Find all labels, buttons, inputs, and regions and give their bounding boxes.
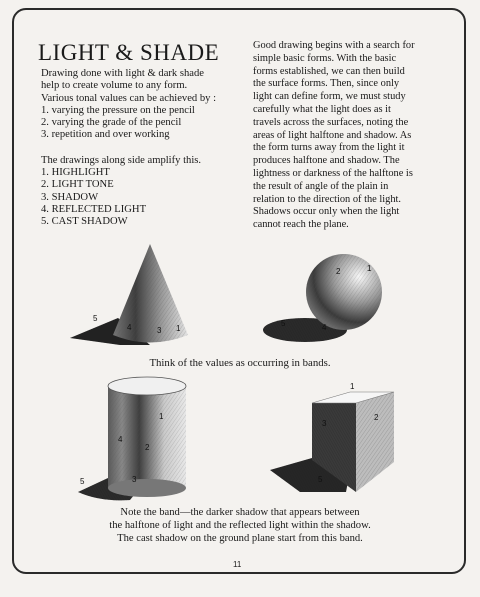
cone-label: 4	[127, 323, 132, 332]
body-line: Good drawing begins with a search for	[253, 40, 415, 51]
sphere-drawing	[263, 254, 382, 342]
list-item: 1. HIGHLIGHT	[41, 167, 110, 179]
cylinder-label: 1	[159, 412, 164, 421]
body-line: Shadows occur only when the light	[253, 206, 400, 218]
body-line: areas of light halftone and shadow. As	[253, 129, 412, 141]
body-line: cannot reach the plane.	[253, 219, 349, 231]
page-number: 11	[230, 560, 244, 569]
intro-line: Drawing done with light & dark shade	[41, 68, 204, 79]
bottom-caption	[0, 506, 480, 545]
cube-drawing	[270, 382, 394, 492]
body-line: forms established, we can then build	[253, 65, 405, 77]
cylinder-label: 2	[145, 443, 150, 452]
cube-label: 1	[350, 382, 355, 391]
intro-line: 3. repetition and over working	[41, 129, 170, 141]
list-item: 4. REFLECTED LIGHT	[41, 203, 147, 215]
body-line: produces halftone and shadow. The	[253, 155, 400, 167]
cone-label: 1	[176, 324, 181, 333]
body-line: travels across the surfaces, noting the	[253, 116, 409, 128]
sphere-label: 1	[367, 264, 372, 273]
cube-label: 5	[318, 475, 323, 484]
bottom-caption-line: the halftone of light and the reflected light within the shadow.	[109, 520, 371, 531]
body-line: the form turns away from the light it	[253, 142, 405, 154]
cube-label: 3	[322, 419, 327, 428]
body-line: lightness or darkness of the halftone is	[253, 167, 413, 179]
sphere-label: 4	[322, 323, 327, 332]
body-line: carefully what the light does as it	[253, 103, 391, 115]
bottom-caption-line: Note the band—the darker shadow that appears between	[120, 507, 360, 518]
list-item: 3. SHADOW	[41, 191, 99, 203]
intro-line: 1. varying the pressure on the pencil	[41, 104, 195, 116]
cylinder-drawing	[78, 377, 186, 500]
sphere-label: 2	[336, 267, 341, 276]
cube-label: 2	[374, 413, 379, 422]
cone-drawing	[70, 244, 188, 345]
bottom-caption-line: The cast shadow on the ground plane start from this band.	[117, 533, 363, 544]
body-line: the result of angle of the plain in	[253, 180, 389, 192]
cylinder-label: 5	[80, 477, 85, 486]
body-line: the surface forms. Then, since only	[253, 78, 400, 90]
list-item: 5. CAST SHADOW	[41, 216, 128, 228]
cylinder-top	[108, 377, 186, 395]
page-title: LIGHT & SHADE	[38, 40, 220, 65]
cone-label: 5	[93, 314, 98, 323]
intro-line: help to create volume to any form.	[41, 80, 188, 92]
sphere-label: 5	[281, 319, 286, 328]
cylinder-label: 3	[132, 475, 137, 484]
list-intro: The drawings along side amplify this.	[41, 154, 202, 166]
cone-label: 3	[157, 326, 162, 335]
cylinder-label: 4	[118, 435, 123, 444]
middle-caption: Think of the values as occurring in bands.	[149, 357, 331, 369]
intro-line: 2. varying the grade of the pencil	[41, 117, 182, 129]
body-line: simple basic forms. With the basic	[253, 52, 397, 64]
list-item: 2. LIGHT TONE	[41, 179, 114, 191]
body-line: relation to the direction of the light.	[253, 193, 402, 205]
intro-line: Various tonal values can be achieved by :	[41, 92, 217, 104]
body-line: light can define form, we must study	[253, 91, 406, 103]
